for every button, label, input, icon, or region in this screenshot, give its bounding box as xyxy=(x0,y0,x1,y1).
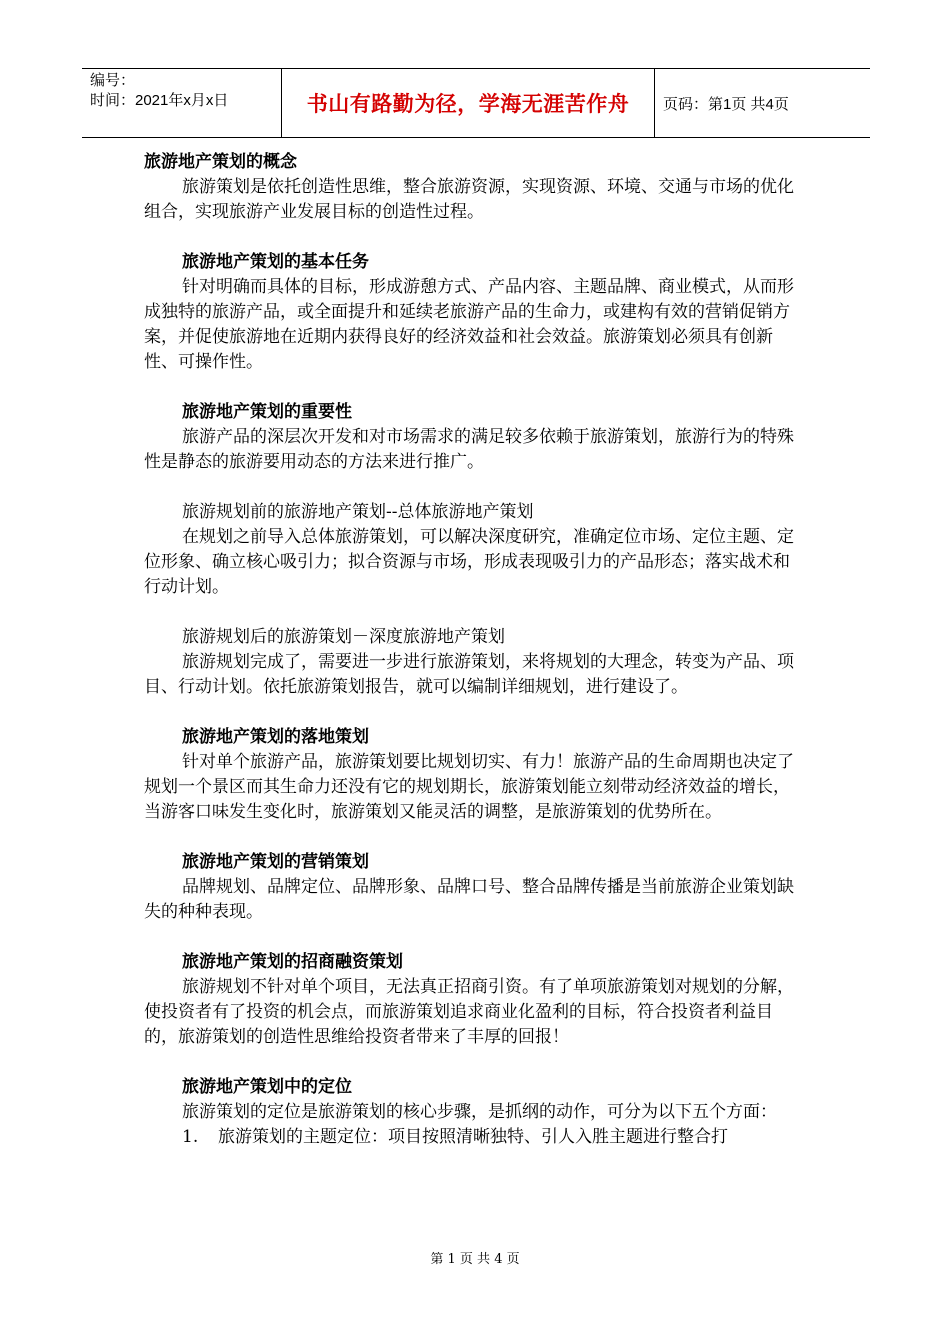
page-footer: 第 1 页 共 4 页 xyxy=(430,1252,520,1267)
header-page-info: 页码：第1页 共4页 xyxy=(663,95,789,113)
section-paragraph: 品牌规划、品牌定位、品牌形象、品牌口号、整合品牌传播是当前旅游企业策划缺失的种种表现。 xyxy=(144,877,794,922)
section-heading: 旅游规划后的旅游策划－深度旅游地产策划 xyxy=(182,627,505,647)
header-motto: 书山有路勤为径，学海无涯苦作舟 xyxy=(282,69,655,137)
section-heading: 旅游地产策划的概念 xyxy=(144,152,297,172)
section-paragraph: 旅游策划的定位是旅游策划的核心步骤，是抓纲的动作，可分为以下五个方面： xyxy=(182,1102,777,1122)
document-number-label: 编号： xyxy=(90,72,136,89)
section-paragraph: 旅游产品的深层次开发和对市场需求的满足较多依赖于旅游策划，旅游行为的特殊性是静态的旅游要用动态的方法来进行推广。 xyxy=(144,427,794,472)
section-heading: 旅游地产策划的重要性 xyxy=(182,402,352,422)
section-paragraph: 旅游规划不针对单个项目，无法真正招商引资。有了单项旅游策划对规划的分解，使投资者有了投资的机会点，而旅游策划追求商业化盈利的目标，符合投资者利益目的，旅游策划的创造性思维给投资者带来了丰厚的回报！ xyxy=(144,977,794,1047)
list-item-text: 旅游策划的主题定位：项目按照清晰独特、引人入胜主题进行整合打 xyxy=(218,1127,728,1147)
section-paragraph: 针对明确而具体的目标，形成游憩方式、产品内容、主题品牌、商业模式，从而形成独特的旅游产品，或全面提升和延续老旅游产品的生命力，或建构有效的营销促销方案，并促使旅游地在近期内获得良好的经济效益和社会效益。旅游策划必须具有创新性、可操作性。 xyxy=(144,277,794,372)
section-paragraph: 旅游策划是依托创造性思维，整合旅游资源，实现资源、环境、交通与市场的优化组合，实现旅游产业发展目标的创造性过程。 xyxy=(144,177,794,222)
document-body xyxy=(144,150,804,1150)
section-heading: 旅游地产策划中的定位 xyxy=(182,1077,352,1097)
section-heading: 旅游规划前的旅游地产策划--总体旅游地产策划 xyxy=(182,502,534,522)
section-heading: 旅游地产策划的落地策划 xyxy=(182,727,369,747)
page-header xyxy=(82,68,870,138)
document-time-label: 时间：2021年x月x日 xyxy=(90,92,229,109)
section-paragraph: 在规划之前导入总体旅游策划，可以解决深度研究，准确定位市场、定位主题、定位形象、确立核心吸引力；拟合资源与市场，形成表现吸引力的产品形态；落实战术和行动计划。 xyxy=(144,527,794,597)
section-heading: 旅游地产策划的营销策划 xyxy=(182,852,369,872)
section-heading: 旅游地产策划的招商融资策划 xyxy=(182,952,403,972)
section-paragraph: 旅游规划完成了，需要进一步进行旅游策划，来将规划的大理念，转变为产品、项目、行动计划。依托旅游策划报告，就可以编制详细规划，进行建设了。 xyxy=(144,652,794,697)
list-item xyxy=(144,1125,804,1150)
header-meta xyxy=(82,69,282,137)
list-item-number: 1. xyxy=(182,1127,199,1147)
section-heading: 旅游地产策划的基本任务 xyxy=(182,252,369,272)
section-paragraph: 针对单个旅游产品，旅游策划要比规划切实、有力！旅游产品的生命周期也决定了规划一个景区而其生命力还没有它的规划期长，旅游策划能立刻带动经济效益的增长，当游客口味发生变化时，旅游策划又能灵活的调整，是旅游策划的优势所在。 xyxy=(144,752,794,822)
